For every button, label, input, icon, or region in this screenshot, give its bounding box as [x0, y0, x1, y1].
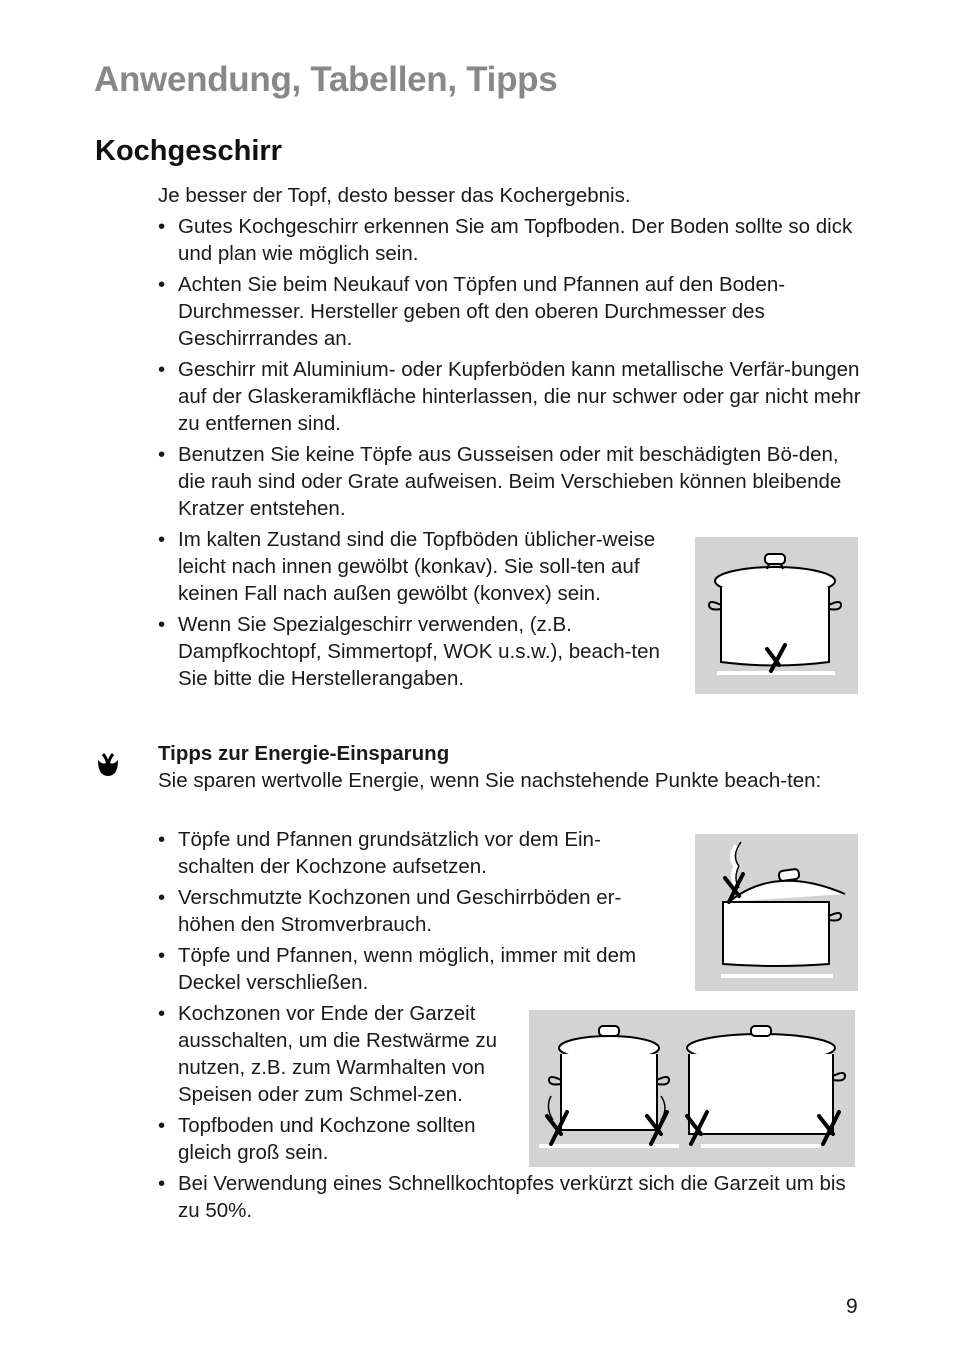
page-number: 9	[846, 1295, 858, 1318]
list-item: • Topfboden und Kochzone sollten gleich groß sein.	[158, 1112, 508, 1166]
cookware-intro: Je besser der Topf, desto besser das Kochergebnis.	[158, 184, 631, 207]
list-item: • Töpfe und Pfannen grundsätzlich vor dem Ein-schalten der Kochzone aufsetzen.	[158, 826, 668, 880]
list-item: • Gutes Kochgeschirr erkennen Sie am Topfboden. Der Boden sollte so dick und plan wie möglich sein.	[158, 213, 868, 267]
list-item: • Wenn Sie Spezialgeschirr verwenden, (z.B. Dampfkochtopf, Simmertopf, WOK u.s.w.), beach-ten Sie bitte die Herstellerangaben.	[158, 611, 688, 692]
energy-intro: Sie sparen wertvolle Energie, wenn Sie nachstehende Punkte beach-ten:	[158, 769, 822, 792]
list-item: • Geschirr mit Aluminium- oder Kupferböden kann metallische Verfär-bungen auf der Glaskeramikfläche hinterlassen, die nur schwer oder gar nicht mehr zu entfernen sind.	[158, 356, 868, 437]
section-title: Kochgeschirr	[95, 135, 282, 167]
list-item: • Kochzonen vor Ende der Garzeit ausschalten, um die Restwärme zu nutzen, z.B. zum Warmhalten von Speisen oder zum Schmel-zen.	[158, 1000, 508, 1108]
list-item: • Töpfe und Pfannen, wenn möglich, immer mit dem Deckel verschließen.	[158, 942, 668, 996]
list-item: • Bei Verwendung eines Schnellkochtopfes verkürzt sich die Garzeit um bis zu 50%.	[158, 1170, 868, 1224]
energy-title: Tipps zur Energie-Einsparung	[158, 742, 450, 765]
list-item: • Achten Sie beim Neukauf von Töpfen und Pfannen auf den Boden-Durchmesser. Hersteller geben oft den oberen Durchmesser des Geschirrrandes an.	[158, 271, 868, 352]
leaf-icon	[94, 752, 122, 780]
lid-pot-illustration	[695, 834, 858, 991]
page-title: Anwendung, Tabellen, Tipps	[94, 60, 558, 99]
pot-size-illustration	[529, 1010, 855, 1167]
list-item: • Benutzen Sie keine Töpfe aus Gusseisen oder mit beschädigten Bö-den, die rauh sind oder Grate aufweisen. Beim Verschieben können bleibende Kratzer entstehen.	[158, 441, 868, 522]
list-item: • Im kalten Zustand sind die Topfböden üblicher-weise leicht nach innen gewölbt (konkav). Sie soll-ten auf keinen Fall nach außen gewölbt (konvex) sein.	[158, 526, 688, 607]
convex-pot-illustration	[695, 537, 858, 694]
list-item: • Verschmutzte Kochzonen und Geschirrböden er-höhen den Stromverbrauch.	[158, 884, 668, 938]
